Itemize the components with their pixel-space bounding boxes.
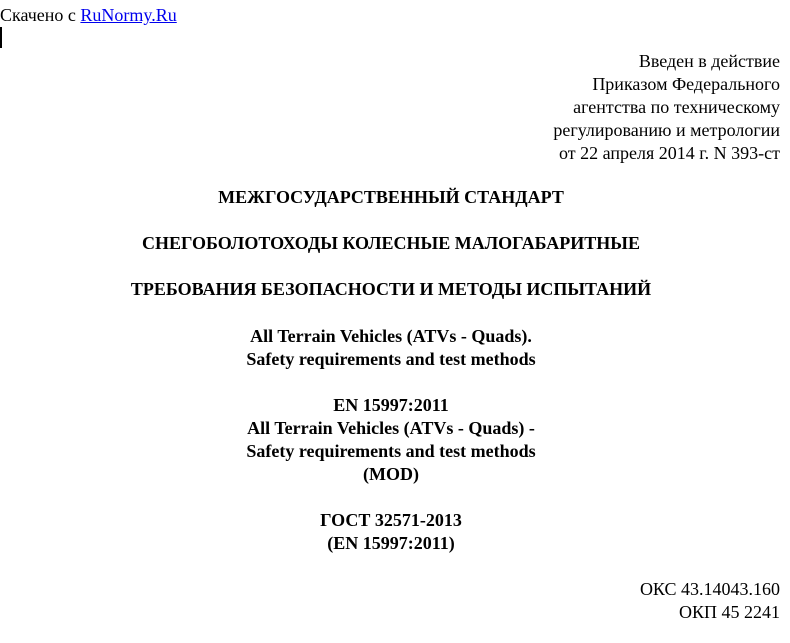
source-line bbox=[0, 5, 177, 25]
text-cursor bbox=[0, 27, 2, 48]
reference-standard-line: (MOD) bbox=[363, 464, 419, 484]
reference-standard bbox=[0, 394, 782, 486]
document-subtitle: ТРЕБОВАНИЯ БЕЗОПАСНОСТИ И МЕТОДЫ ИСПЫТАНИЙ bbox=[130, 279, 652, 299]
english-title-line: All Terrain Vehicles (ATVs - Quads). bbox=[250, 326, 532, 346]
gost-designation-line: (EN 15997:2011) bbox=[327, 533, 455, 553]
gost-designation bbox=[0, 509, 782, 555]
english-title bbox=[0, 325, 782, 371]
reference-standard-line: All Terrain Vehicles (ATVs - Quads) - bbox=[247, 418, 535, 438]
gost-designation-line: ГОСТ 32571-2013 bbox=[320, 510, 462, 530]
enactment-line: от 22 апреля 2014 г. N 393-ст bbox=[559, 143, 780, 163]
enactment-line: Введен в действие bbox=[638, 51, 780, 71]
enactment-note bbox=[553, 50, 780, 165]
enactment-line: Приказом Федерального bbox=[592, 74, 780, 94]
source-prefix: Скачено с bbox=[0, 5, 81, 25]
reference-standard-line: EN 15997:2011 bbox=[333, 395, 449, 415]
enactment-line: регулированию и метрологии bbox=[553, 120, 780, 140]
oks-code: ОКС 43.14043.160 bbox=[639, 579, 780, 599]
reference-standard-line: Safety requirements and test methods bbox=[246, 441, 536, 461]
english-title-line: Safety requirements and test methods bbox=[246, 349, 536, 369]
enactment-line: агентства по техническому bbox=[573, 97, 780, 117]
standard-type-heading: МЕЖГОСУДАРСТВЕННЫЙ СТАНДАРТ bbox=[218, 187, 564, 207]
classification-codes bbox=[640, 578, 780, 624]
okp-code: ОКП 45 2241 bbox=[678, 602, 780, 622]
runormy-link[interactable]: RuNormy.Ru bbox=[80, 5, 177, 25]
document-title: СНЕГОБОЛОТОХОДЫ КОЛЕСНЫЕ МАЛОГАБАРИТНЫЕ bbox=[142, 233, 640, 253]
